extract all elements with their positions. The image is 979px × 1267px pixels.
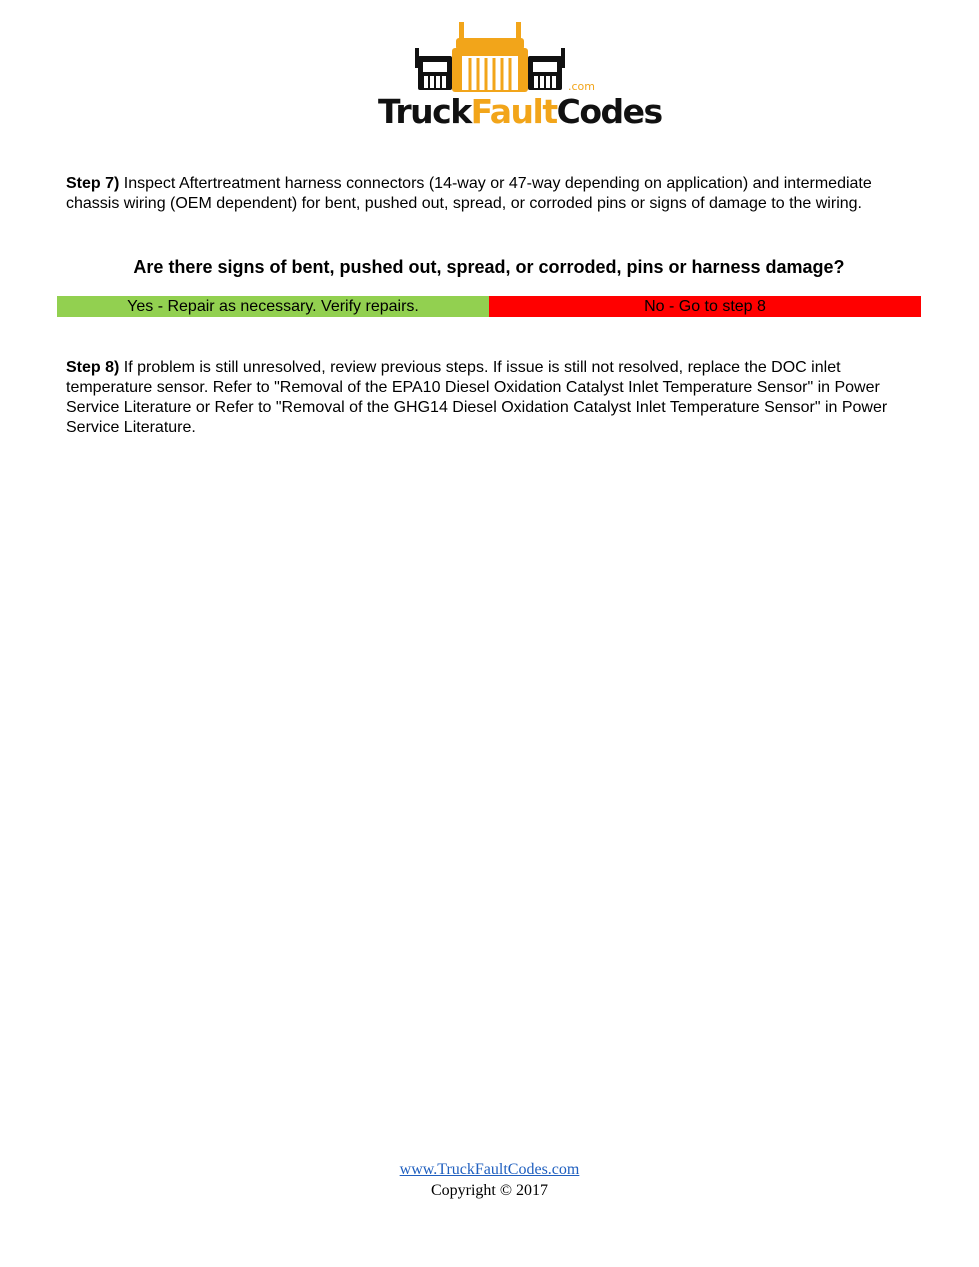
brand-suffix: .com (568, 80, 595, 93)
answer-row (57, 296, 921, 317)
footer-copyright: Copyright © 2017 (430, 1182, 549, 1199)
brand-logo (378, 20, 662, 131)
footer-website-link[interactable]: www.TruckFaultCodes.com (399, 1161, 580, 1178)
brand-part-1: Truck (378, 92, 471, 131)
answer-no: No - Go to step 8 (489, 296, 921, 317)
step-8-paragraph (66, 358, 906, 438)
step-7-label: Step 7) (66, 175, 120, 192)
answer-yes: Yes - Repair as necessary. Verify repairs. (57, 296, 489, 317)
question-heading: Are there signs of bent, pushed out, spread, or corroded, pins or harness damage? (133, 257, 845, 277)
brand-part-2: Fault (470, 92, 557, 131)
step-7-text: Inspect Aftertreatment harness connectors (14-way or 47-way depending on application) and intermediate chassis wiring (OEM dependent) for bent, pushed out, spread, or corroded pins or signs of damage to the wiring. (66, 175, 872, 212)
brand-wordmark (378, 92, 662, 132)
step-8-text: If problem is still unresolved, review previous steps. If issue is still not resolved, replace the DOC inlet temperature sensor. Refer to "Removal of the EPA10 Diesel Oxidation Catalyst Inlet Temperature Sensor" in Power Service Literature or Refer to "Removal of the GHG14 Diesel Oxidation Catalyst Inlet Temperature Sensor" in Power Service Literature. (66, 359, 888, 436)
step-8-label: Step 8) (66, 359, 120, 376)
brand-part-3: Codes (556, 92, 662, 131)
step-7-paragraph (66, 174, 906, 214)
